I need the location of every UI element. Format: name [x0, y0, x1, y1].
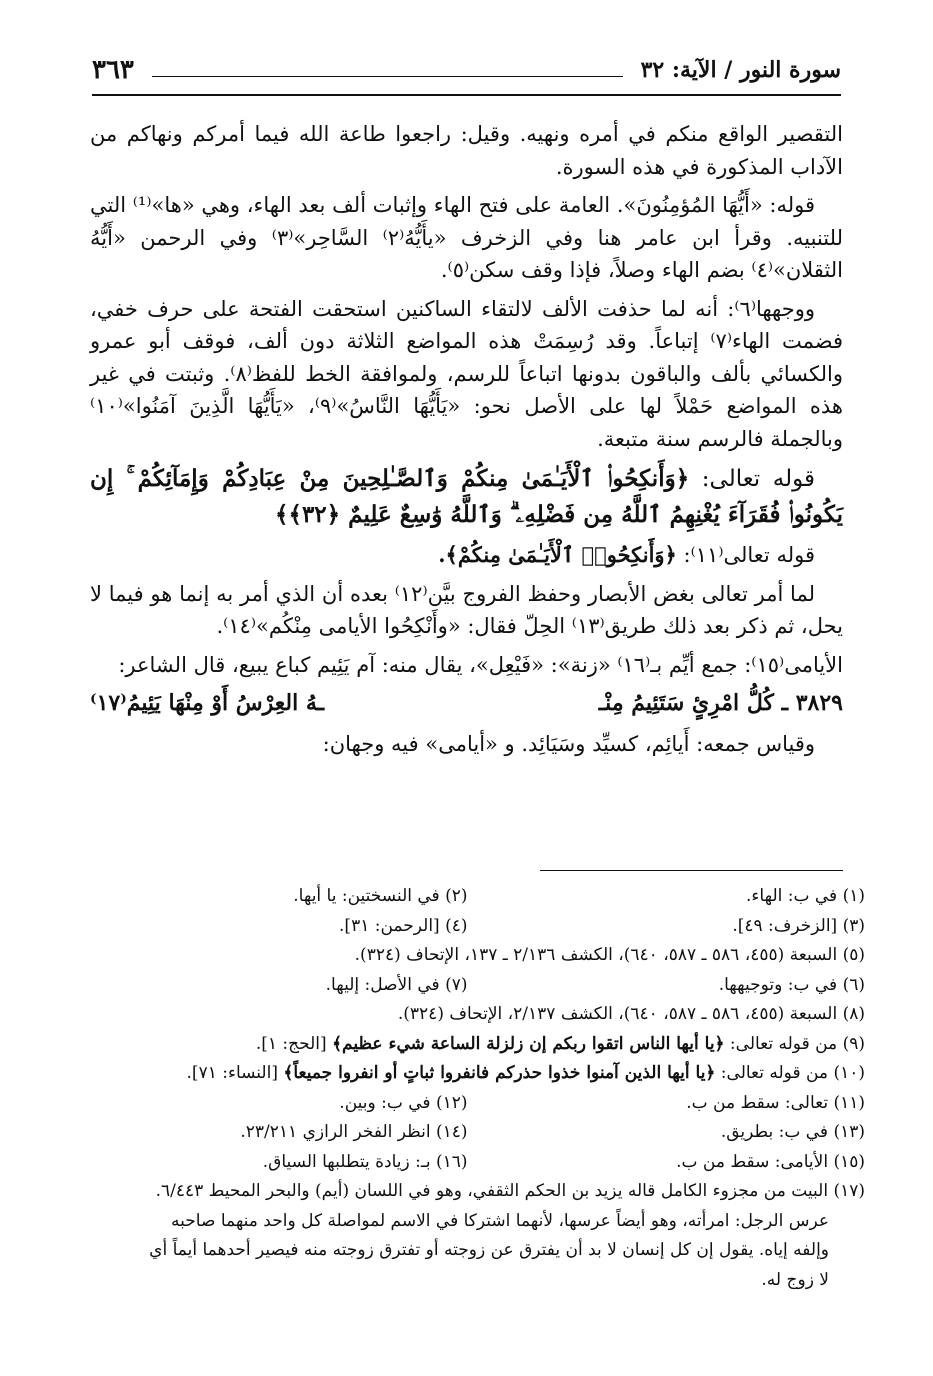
- footnote-row: [70, 971, 865, 1001]
- poem-line: [90, 687, 843, 720]
- poem-first-hemistich: ٣٨٢٩ ـ كُلُّ امْرِئٍ سَتَئِيمُ مِنْـ: [598, 690, 843, 716]
- footnote-9-prefix: (٩) من قوله تعالى:: [729, 1033, 865, 1054]
- footnote-17-continuation: لا زوج له.: [761, 1269, 829, 1290]
- footnote-10-prefix: (١٠) من قوله تعالى:: [720, 1063, 865, 1083]
- verse-intro: قوله تعالى:: [701, 466, 816, 492]
- footnote-5: (٥) السبعة (٤٥٥، ٥٨٦ ـ ٥٨٧، ٦٤٠)، الكشف ٢/١٣٦ ـ ١٣٧، الإتحاف (٣٢٤).: [354, 945, 865, 965]
- footnote-row: [70, 912, 865, 942]
- paragraph-6: وقياس جمعه: أَيائِم، كسيِّد وسَيَائِد. و «أيامى» فيه وجهان:: [322, 731, 815, 756]
- footnote-1: (١) في ب: الهاء.: [746, 886, 865, 906]
- footnote-10-verse: ﴿يا أيها الذين آمنوا خذوا حذركم فانفروا ثباتٍ أو انفروا جميعاً﴾: [283, 1063, 716, 1083]
- verse-text: ﴿وَأَنكِحُوا۟ ٱلْأَيَـٰمَىٰ مِنكُمْ وَٱلصَّـٰلِحِينَ مِنْ عِبَادِكُمْ وَإِمَآئِكُمْ ۚ إِن يَكُونُوا۟ فُقَرَآءَ يُغْنِهِمُ ٱللَّهُ مِن فَضْلِهِۦ ۗ وَٱللَّهُ وَٰسِعٌ عَلِيمٌ ﴿٣٢﴾﴾: [90, 465, 843, 528]
- header-rule: [152, 76, 623, 77]
- footnote-15: (١٥) الأيامى: سقط من ب.: [676, 1151, 865, 1172]
- footnote-6: (٦) في ب: وتوجيهها.: [718, 974, 865, 995]
- footnote-row: [70, 1089, 865, 1119]
- footnote-7: (٧) في الأصل: إليها.: [325, 974, 468, 995]
- poem-second-hemistich: ـهُ العِرْسُ أَوْ مِنْهَا يَئِيمُ⁽١٧⁾: [90, 690, 325, 716]
- page-header: [92, 46, 841, 96]
- footnote-row: [70, 1118, 865, 1148]
- main-text: [90, 118, 843, 766]
- footnote-3: (٣) [الزخرف: ٤٩].: [732, 915, 865, 936]
- footnote-10-ref: [النساء: ٧١].: [186, 1063, 278, 1083]
- footnote-row: [70, 882, 865, 912]
- footnote-9-verse: ﴿يا أيها الناس اتقوا ربكم إن زلزلة الساعة شيء عظيم﴾: [332, 1033, 725, 1054]
- paragraph-1: التقصير الواقع منكم في أمره ونهيه. وقيل: راجعوا طاعة الله فيما أمركم ونهاكم من الآداب المذكورة في هذه السورة.: [90, 122, 843, 179]
- footnote-9: [70, 1030, 865, 1060]
- paragraph-3: ووجهها⁽٦⁾: أنه لما حذفت الألف لالتقاء الساكنين استحقت الفتحة على حرف خفي، فضمت الهاء⁽٧⁾ إتباعاً. وقد رُسِمَتْ هذه المواضع الثلاثة دون ألف، فوقف أبو عمرو والكسائي بألف والباقون بدونها اتباعاً للرسم، ولموافقة الخط للفظ⁽٨⁾. وثبتت في غير هذه المواضع حَمْلاً لها على الأصل نحو: «يَأَيُّهَا النَّاسُ»⁽٩⁾، «يَأَيُّهَا الَّذِينَ آمَنُوا»⁽١٠⁾ وبالجملة فالرسم سنة متبعة.: [90, 296, 844, 451]
- footnote-14: (١٤) انظر الفخر الرازي ٢٣/٢١١.: [240, 1122, 468, 1142]
- footnote-12: (١٢) في ب: وبين.: [339, 1092, 468, 1113]
- page-number: ٣٦٣: [92, 55, 134, 85]
- paragraph-5: الأيامى⁽١٥⁾: جمع أيِّم بـ⁽١٦⁾ «زنة»: «فَيْعِل»، يقال منه: آم يَئِيم كباع يبيع، قال الشاعر:: [118, 652, 843, 677]
- footnote-16: (١٦) بـ: زيادة يتطلبها السياق.: [262, 1151, 468, 1172]
- footnote-17-continuation: وإلفه إياه. يقول إن كل إنسان لا بد أن يفترق عن زوجته أو تفترق زوجته منه فيصير أحدهما أيماً أي: [149, 1240, 829, 1260]
- footnote-13: (١٣) في ب: بطريق.: [720, 1122, 865, 1142]
- footnote-10: [70, 1059, 865, 1089]
- footnote-11: (١١) تعالى: سقط من ب.: [686, 1092, 865, 1113]
- footnote-8: (٨) السبعة (٤٥٥، ٥٨٦ ـ ٥٨٧، ٦٤٠)، الكشف ٢/١٣٧، الإتحاف (٣٢٤).: [397, 1004, 865, 1024]
- sub-verse-block: [90, 539, 843, 572]
- footnote-2: (٢) في النسختين: يا أيها.: [293, 886, 468, 906]
- footnote-9-ref: [الحج: ١].: [255, 1033, 327, 1054]
- surah-title: سورة النور / الآية: ٣٢: [640, 57, 841, 83]
- paragraph-2: قوله: «أَيُّهَا المُؤمِنُونَ». العامة على فتح الهاء وإثبات ألف بعد الهاء، وهي «ها»⁽¹⁾ التي للتنبيه. وقرأ ابن عامر هنا وفي الزخرف «يأَيُّهُ⁽٢⁾ السَّاحِر»⁽٣⁾ وفي الرحمن «أَيُّهُ الثقلان»⁽٤⁾ بضم الهاء وصلاً، فإذا وقف سكن⁽٥⁾.: [90, 193, 843, 282]
- footnote-4: (٤) [الرحمن: ٣١].: [339, 915, 468, 936]
- sub-verse-text: ﴿وَأَنكِحُوا۟ ٱلْأَيَـٰمَىٰ مِنكُمْ﴾.: [438, 542, 677, 567]
- footnote-row: [70, 1148, 865, 1178]
- paragraph-4: لما أمر تعالى بغض الأبصار وحفظ الفروج بيَّن⁽١٢⁾ بعده أن الذي أمر به إنما هو فيما لا يحل، ثم ذكر بعد ذلك طريق⁽١٣⁾ الحِلّ فقال: «وأَنْكِحُوا الأيامى مِنْكُم»⁽١٤⁾.: [90, 581, 843, 638]
- footnote-17-continuation: عرس الرجل: امرأته، وهو أيضاً عرسها، لأنهما اشتركا في الاسم لمواصلة كل واحد منهما صاحبه: [171, 1210, 829, 1231]
- footnote-separator: [540, 870, 843, 871]
- footnote-17: (١٧) البيت من مجزوء الكامل قاله يزيد بن الحكم الثقفي، وهو في اللسان (أيم) والبحر المحيط ٦/٤٤٣.: [155, 1181, 865, 1201]
- footnotes: [70, 882, 865, 1295]
- verse-block: [90, 461, 843, 533]
- sub-verse-intro: قوله تعالى⁽١١⁾:: [683, 543, 815, 567]
